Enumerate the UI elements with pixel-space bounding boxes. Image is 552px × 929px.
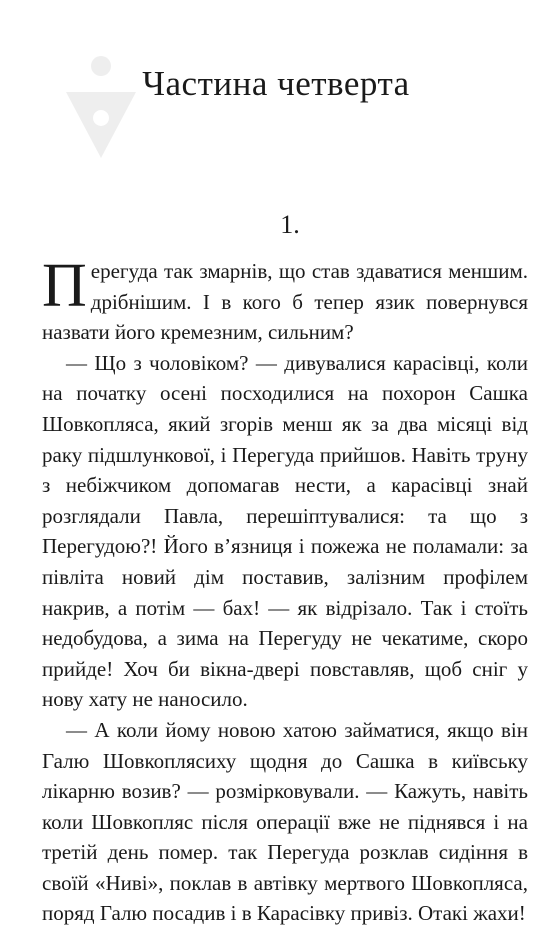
paragraph-2: — Що з чоловіком? — дивувалися карасівці, коли на початку осені посходилися на похорон Сашка Шовкопляса, який згорів менш як за два місяці від раку підшлункової, і Перегуда прийшов. Навіть труну з небіжчиком допомагав нести, а карасівці знай розглядали Павла, перешіптувалися: та що з Перегудою?! Його в’язниця і пожежа не поламали: за півліта новий дім поставив, залізним профілем накрив, а потім — бах! — як відрізало. Так і стоїть недобудова, а зима на Перегуду не чекатиме, скоро прийде! Хоч би вікна-двері повставляв, щоб сніг у нову хату не наносило. [42,350,528,712]
paragraph-1 [42,252,528,348]
body-text [42,252,528,929]
paragraph-3: — А коли йому новою хатою займатися, якщо він Галю Шовкоплясиху щодня до Сашка в київську лікарню возив? — розмірковували. — Кажуть, навіть коли Шовкопляс після операції вже не піднявся і на третій день помер. так Перегуда розклав сидіння в своїй «Ниві», поклав в автівку мертвого Шовкопляса, поряд Галю посадив і в Карасівку привіз. Отакі жахи! [42,717,528,926]
paragraph-1-text: ерегуда так змарнів, що став здаватися меншим. дрібнішим. І в кого б тепер язик повернувся назвати його кремезним, сильним? [42,259,528,345]
chapter-title: Частина четверта [142,64,410,103]
section-number: 1. [280,210,300,239]
drop-cap: П [42,252,87,320]
